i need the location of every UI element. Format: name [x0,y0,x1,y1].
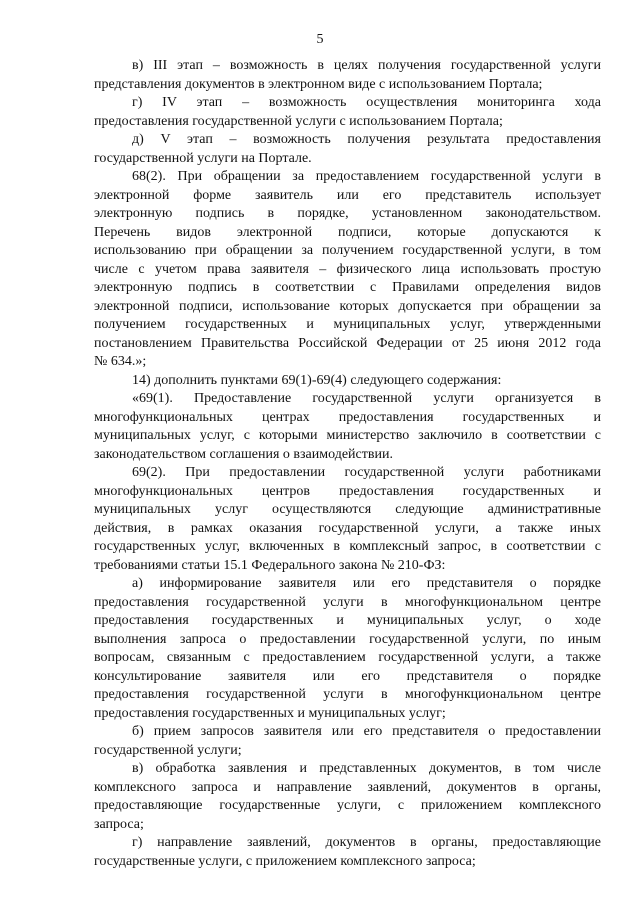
text-line: электронную подпись в соответствии с Правилами определения видов [94,280,601,295]
text-line: 14) дополнить пунктами 69(1)-69(4) следующего содержания: [132,372,502,388]
text-line: постановлением Правительства Российской Федерации от 25 июня 2012 года [94,335,601,351]
text-line: предоставления государственных и муниципальных услуг, о ходе [94,613,601,628]
text-line: № 634.»; [94,354,147,369]
text-line: б) прием запросов заявителя или его представителя о предоставлении [132,724,601,739]
text-line: выполнения запроса о предоставлении государственной услуги, по иным [94,631,601,647]
text-line: предоставления государственных и муниципальных услуг; [94,705,446,721]
text-line: консультирование заявителя или его представителя о порядке [94,668,601,684]
text-line: в) III этап – возможность в целях получения государственной услуги [132,58,601,73]
text-line: предоставления государственной услуги в многофункциональном центре [94,594,601,610]
text-line: государственных услуг, включенных в комплексный запрос, в соответствии с [94,539,601,554]
document-body [94,57,601,871]
text-line: в) обработка заявления и представленных документов, в том числе [132,761,601,776]
text-line: г) IV этап – возможность осуществления мониторинга хода [132,95,601,110]
text-line: «69(1). Предоставление государственной услуги организуется в [132,391,601,406]
text-line: электронную подпись в порядке, установленном законодательством. [94,206,601,221]
text-line: многофункциональных центров предоставления государственных и [94,483,601,499]
text-line: муниципальных услуг осуществляются следующие административные [94,502,601,517]
text-line: государственные услуги, с приложением комплексного запроса; [94,853,476,869]
text-line: г) направление заявлений, документов в органы, предоставляющие [132,835,601,850]
text-line: числе с учетом права заявителя – физического лица использовать простую [94,261,601,277]
text-line: государственной услуги; [94,742,242,758]
text-line: а) информирование заявителя или его представителя о порядке [132,576,601,591]
page-number: 5 [316,32,324,47]
text-line: использованию при обращении за получением государственной услуги, в том [94,243,601,258]
text-line: многофункциональных центрах предоставления государственных и [94,409,601,425]
text-line: требованиями статьи 15.1 Федерального закона № 210-ФЗ: [94,557,446,573]
text-line: законодательством соглашения о взаимодействии. [94,446,393,462]
text-line: Перечень видов электронной подписи, которые допускаются к [94,224,601,240]
text-line: 69(2). При предоставлении государственной услуги работниками [132,465,601,480]
text-line: действия, в рамках оказания государственной услуги, а также иных [94,520,601,536]
text-line: комплексного запроса и направление заявлений, документов в органы, [94,779,601,795]
text-line: представления документов в электронном виде с использованием Портала; [94,76,543,92]
text-line: предоставления государственной услуги в многофункциональном центре [94,687,601,702]
text-line: 68(2). При обращении за предоставлением государственной услуги в [132,169,601,184]
text-line: запроса; [94,816,144,832]
text-line: предоставляющие государственные услуги, с приложением комплексного [94,798,601,813]
text-line: государственной услуги на Портале. [94,150,312,166]
text-line: предоставления государственной услуги с использованием Портала; [94,113,503,129]
text-line: электронной подписи, использование которых допускается при обращении за [94,298,601,314]
text-line: д) V этап – возможность получения результата предоставления [132,132,601,147]
text-line: электронной форме заявитель или его представитель использует [94,187,601,203]
text-line: вопросам, связанным с предоставлением государственной услуги, а также [94,650,601,665]
text-line: получением государственных и муниципальных услуг, утвержденными [94,317,601,332]
text-line: муниципальных услуг, с которыми министерство заключило в соответствии с [94,428,601,443]
